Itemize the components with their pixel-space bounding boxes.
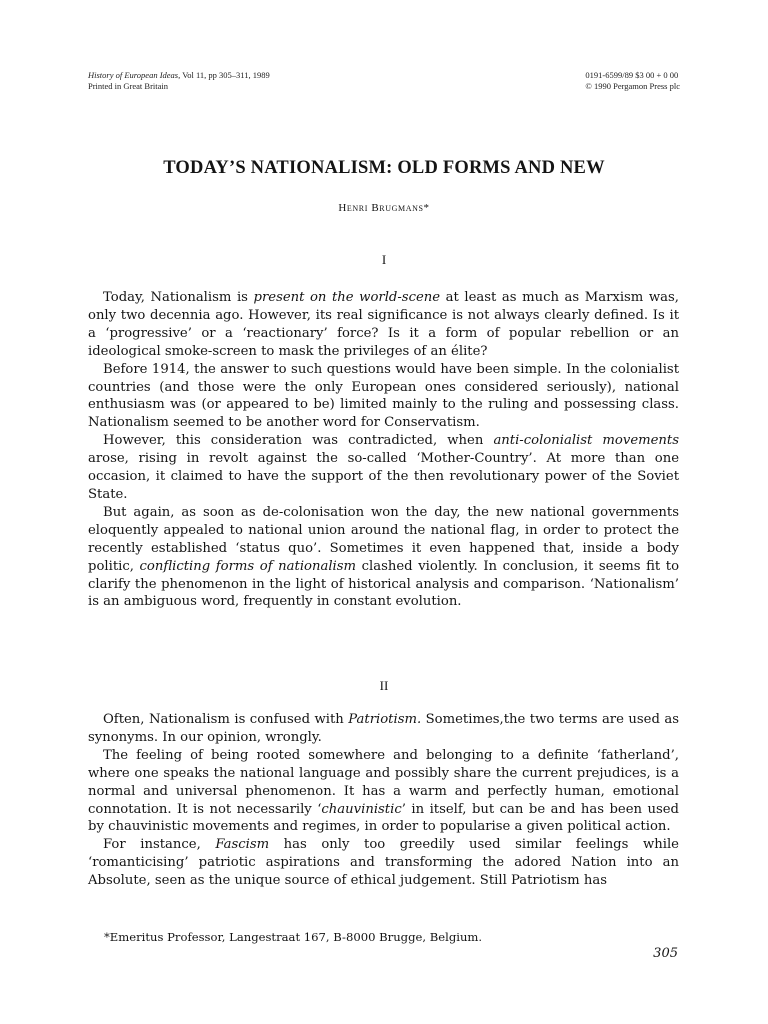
emphasis: chauvinistic	[321, 801, 402, 817]
section-2-body	[88, 711, 679, 890]
emphasis: conflicting forms of nationalism	[139, 558, 357, 574]
section-heading-1: I	[381, 252, 387, 267]
printed-in: Printed in Great Britain	[88, 81, 169, 91]
emphasis: Fascism	[215, 837, 270, 853]
paragraph: For instance, Fascism has only too greedily used similar feelings while ‘romanticising’ patriotic aspirations and transforming the adored Nation into an Absolute, seen as the unique source of ethical judgement. Still Patriotism has	[88, 837, 679, 889]
copyright: © 1990 Pergamon Press plc	[585, 81, 680, 91]
journal-citation	[88, 70, 270, 81]
author: Henri Brugmans*	[338, 202, 430, 214]
issn-price: 0191-6599/89 $3 00 + 0 00	[585, 70, 679, 80]
paragraph: However, this consideration was contradicted, when anti-colonialist movements arose, rising in revolt against the so-called ‘Mother-Country’. At more than one occasion, it claimed to have the support of the then revolutionary power of the Soviet State.	[88, 433, 679, 502]
emphasis: anti-colonialist movements	[493, 433, 679, 449]
article-title: TODAY’S NATIONALISM: OLD FORMS AND NEW	[163, 158, 605, 178]
emphasis: present on the world-scene	[253, 290, 441, 305]
paragraph: Before 1914, the answer to such questions would have been simple. In the colonialist countries (and those were the only European ones considered seriously), national enthusiasm was (or appeared to be) limited mainly to the ruling and possessing class. Nationalism seemed to be another word for Conservatism.	[88, 361, 679, 431]
volume-pages: Vol 11, pp 305–311, 1989	[180, 70, 270, 80]
running-header-right	[585, 70, 680, 92]
paragraph: The feeling of being rooted somewhere and belonging to a definite ‘fatherland’, where one speaks the national language and possibly share the current prejudices, is a normal and universal phenomenon. It has a warm and perfectly human, emotional connotation. It is not necessarily ‘chauvinistic’ in itself, but can be and has been used by chauvinistic movements and regimes, in order to popularise a given political action.	[88, 747, 679, 835]
paragraph: Today, Nationalism is present on the world-scene at least as much as Marxism was, only two decennia ago. However, its real significance is not always clearly defined. Is it a ‘progressive’ or a ‘reactionary’ force? Is it a form of popular rebellion or an ideological smoke-screen to mask the privileges of an élite?	[88, 290, 679, 359]
emphasis: Patriotism.	[348, 712, 422, 727]
footnote: *Emeritus Professor, Langestraat 167, B-8000 Brugge, Belgium.	[104, 930, 483, 944]
running-header-left	[88, 70, 270, 92]
section-1-body	[88, 289, 679, 611]
journal-name: History of European Ideas,	[88, 70, 181, 80]
paragraph: Often, Nationalism is confused with Patriotism. Sometimes,the two terms are used as synonyms. In our opinion, wrongly.	[88, 712, 680, 745]
section-heading-2: II	[379, 678, 389, 693]
paragraph: But again, as soon as de-colonisation won the day, the new national governments eloquently appealed to national union around the national flag, in order to protect the recently established ‘status quo’. Sometimes it even happened that, inside a body politic, conflicting forms of nationalism clashed violently. In conclusion, it seems fit to clarify the phenomenon in the light of historical analysis and comparison. ‘Nationalism’ is an ambiguous word, frequently in constant evolution.	[88, 504, 680, 610]
page-number: 305	[653, 946, 678, 961]
